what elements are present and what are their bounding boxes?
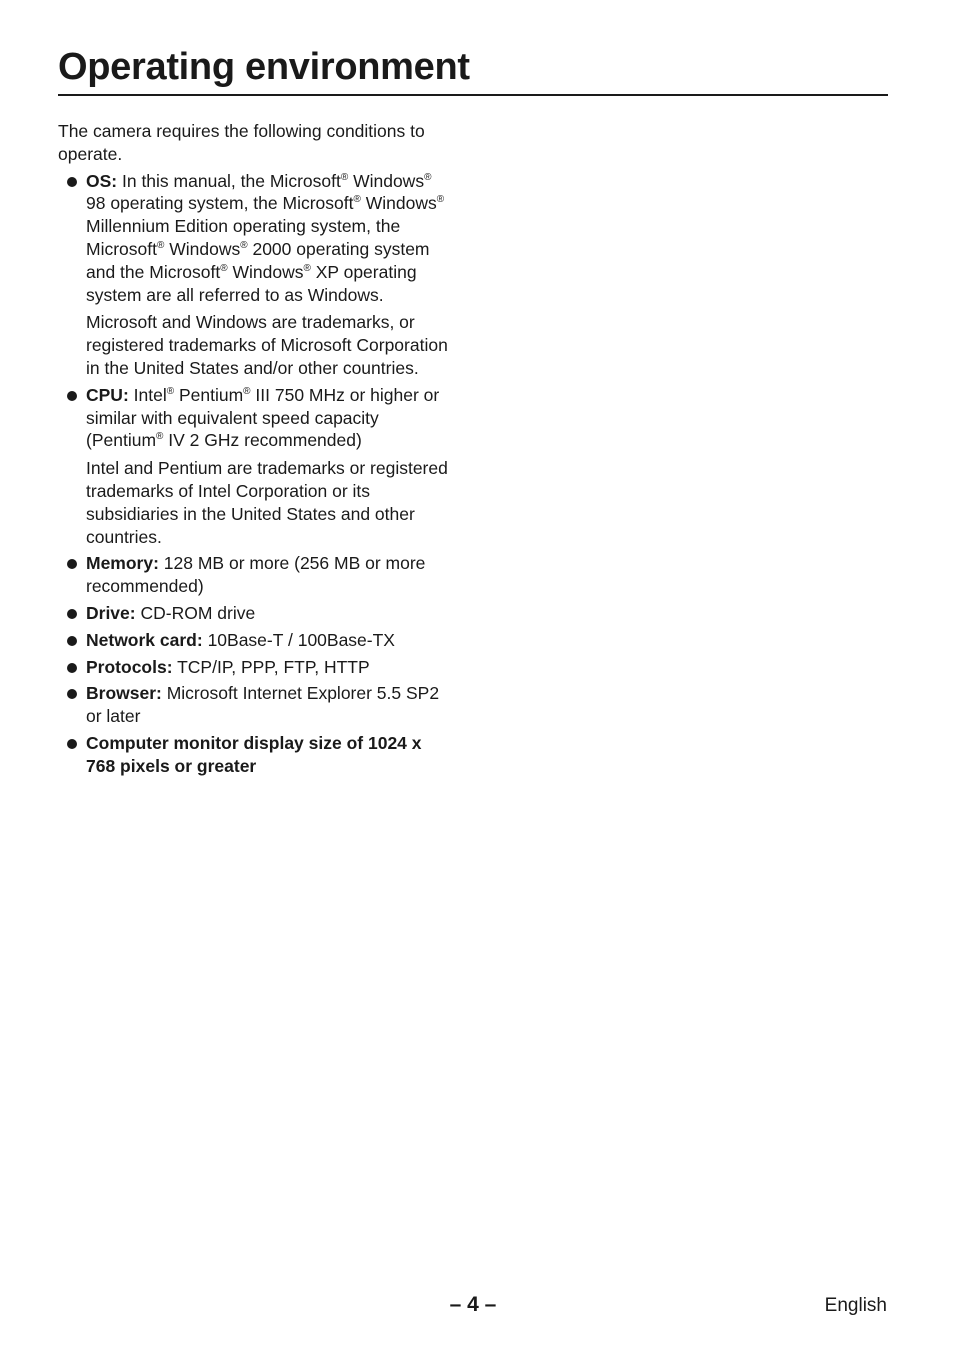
monitor-text: Computer monitor display size of 1024 x 768 pixels or greater <box>86 732 422 776</box>
drive-value: CD-ROM drive <box>135 602 256 623</box>
bullet-icon <box>67 559 77 569</box>
cpu-text-part: Pentium <box>174 384 244 405</box>
registered-mark: ® <box>353 194 361 206</box>
cpu-text-part: IV 2 GHz recommended) <box>163 430 362 451</box>
registered-mark: ® <box>340 171 349 183</box>
protocols-text <box>86 656 453 679</box>
os-trademark-note: Microsoft and Windows are trademarks, or registered trademarks of Microsoft Corporation in the United States and/or other countries. <box>86 312 448 378</box>
requirements-column <box>58 120 453 778</box>
bullet-icon <box>67 609 77 619</box>
cpu-text <box>86 384 453 452</box>
registered-mark: ® <box>436 194 445 206</box>
cpu-trademark-note: Intel and Pentium are trademarks or registered trademarks of Intel Corporation or its subsidiaries in the United States and other countries. <box>86 458 448 547</box>
os-text-part: 98 operating system, the Microsoft <box>86 193 354 214</box>
cpu-text-part: III 750 MHz or higher or similar with equivalent speed capacity (Pentium <box>86 384 440 451</box>
requirement-monitor <box>58 732 453 778</box>
intro-text: The camera requires the following conditions to operate. <box>58 121 425 164</box>
drive-label: Drive: <box>86 602 136 623</box>
os-text-part: XP operating system are all referred to as Windows. <box>86 261 417 305</box>
network-text <box>86 629 453 652</box>
protocols-label: Protocols: <box>86 656 173 677</box>
memory-value: 128 MB or more (256 MB or more recommended) <box>86 553 426 597</box>
registered-mark: ® <box>220 262 228 274</box>
requirement-cpu <box>58 384 453 549</box>
requirement-drive <box>58 602 453 625</box>
bullet-icon <box>67 391 77 401</box>
requirement-memory <box>58 552 453 598</box>
os-text-part: Windows <box>360 193 437 214</box>
title-rule <box>58 94 888 96</box>
page-title: Operating environment <box>58 46 470 88</box>
bullet-icon <box>67 663 77 673</box>
registered-mark: ® <box>156 431 164 443</box>
drive-text <box>86 602 453 625</box>
browser-value: Microsoft Internet Explorer 5.5 SP2 or later <box>86 683 440 727</box>
requirement-network-card <box>58 629 453 652</box>
memory-label: Memory: <box>86 553 159 574</box>
protocols-value: TCP/IP, PPP, FTP, HTTP <box>172 656 370 677</box>
language-label: English <box>824 1295 887 1316</box>
network-value: 10Base-T / 100Base-TX <box>202 629 395 650</box>
os-text-part: Windows <box>164 238 241 259</box>
requirement-os <box>58 170 453 380</box>
bullet-icon <box>67 636 77 646</box>
network-label: Network card: <box>86 629 203 650</box>
os-text-part: In this manual, the Microsoft <box>117 170 341 191</box>
os-text <box>86 170 453 307</box>
memory-text <box>86 552 453 598</box>
browser-label: Browser: <box>86 683 162 704</box>
browser-text <box>86 682 453 728</box>
os-label: OS: <box>86 170 118 191</box>
bullet-icon <box>67 689 77 699</box>
os-text-part: Windows <box>348 170 425 191</box>
bullet-icon <box>67 177 77 187</box>
requirement-protocols <box>58 656 453 679</box>
registered-mark: ® <box>424 171 432 183</box>
cpu-text-part: Intel <box>128 384 167 405</box>
cpu-label: CPU: <box>86 384 129 405</box>
registered-mark: ® <box>166 385 175 397</box>
bullet-icon <box>67 739 77 749</box>
requirement-browser <box>58 682 453 728</box>
registered-mark: ® <box>303 262 311 274</box>
os-text-part: 2000 operating system and the Microsoft <box>86 238 430 282</box>
registered-mark: ® <box>243 385 251 397</box>
registered-mark: ® <box>156 239 165 251</box>
registered-mark: ® <box>240 239 248 251</box>
os-text-part: Windows <box>227 261 304 282</box>
page-number: – 4 – <box>449 1293 497 1316</box>
os-text-part: Millennium Edition operating system, the Microsoft <box>86 216 401 259</box>
